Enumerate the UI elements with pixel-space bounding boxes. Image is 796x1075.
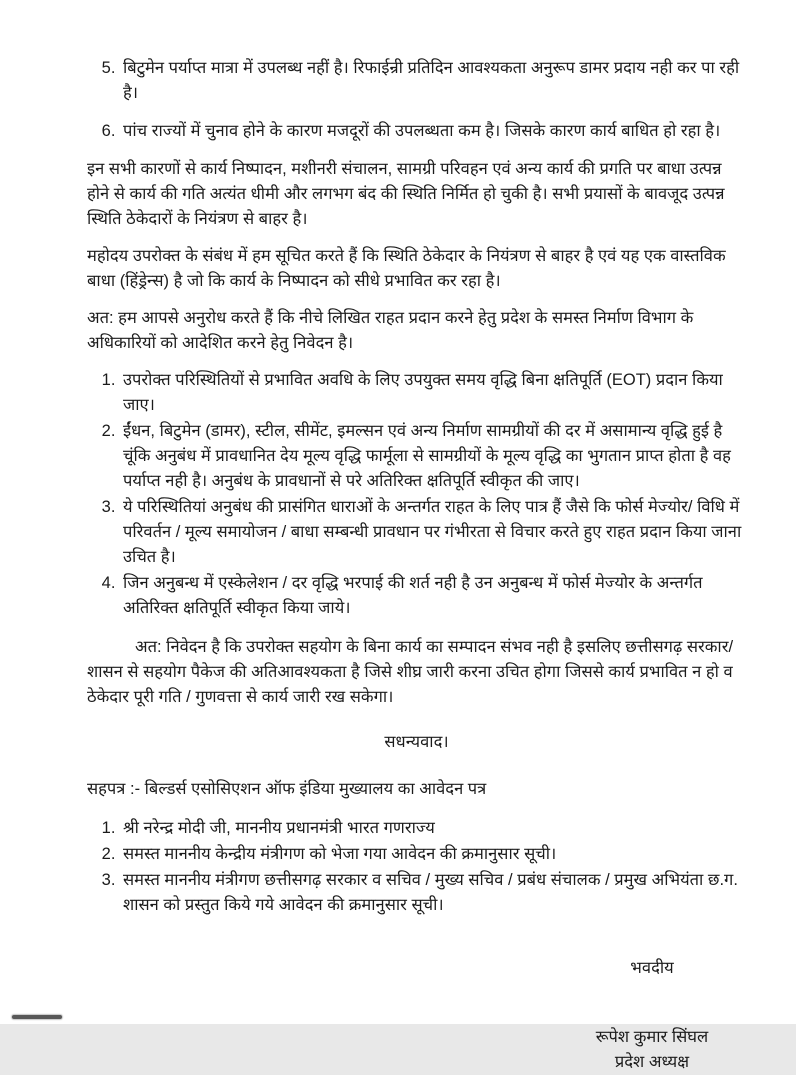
- list-item: 6. पांच राज्यों में चुनाव होने के कारण मजदूरों की उपलब्धता कम है। जिसके कारण कार्य बाधित हो रहा है।: [120, 119, 746, 144]
- list-item: 3. ये परिस्थितियां अनुबंध की प्रासंगित धाराओं के अन्तर्गत राहत के लिए पात्र हैं जैसे कि फोर्स मेज्योर/ विधि में परिवर्तन / मूल्य समायोजन / बाधा सम्बन्धी प्रावधान पर गंभीरता से विचार करते हुए राहत प्रदान किया जाना उचित है।: [120, 495, 746, 570]
- list-item: 4. जिन अनुबन्ध में एस्केलेशन / दर वृद्धि भरपाई की शर्त नही है उन अनुबन्ध में फोर्स मेज्योर के अन्तर्गत अतिरिक्त क्षतिपूर्ति स्वीकृत किया जाये।: [120, 571, 746, 621]
- paragraph-final-request: अत: निवेदन है कि उपरोक्त सहयोग के बिना कार्य का सम्पादन संभव नही है इसलिए छत्तीसगढ़ सरकार/ शासन से सहयोग पैकेज की अतिआवश्यकता है जिसे शीघ्र जारी करना उचित होगा जिससे कार्य प्रभावित न हो व ठेकेदार पूरी गति / गुणवत्ता से कार्य जारी रख सकेगा।: [87, 638, 734, 706]
- signature-block: [517, 956, 787, 1075]
- signature-title: प्रदेश अध्यक्ष: [614, 1053, 690, 1071]
- list-item: 2. समस्त माननीय केन्द्रीय मंत्रीगण को भेजा गया आवेदन की क्रमानुसार सूची।: [120, 842, 746, 867]
- list-item: 5. बिटुमेन पर्याप्त मात्रा में उपलब्ध नहीं है। रिफाईन्री प्रतिदिन आवश्यकता अनुरूप डामर प्रदाय नही कर पा रही है।: [120, 56, 746, 106]
- list-item: 1. श्री नरेन्द्र मोदी जी, माननीय प्रधानमंत्री भारत गणराज्य: [120, 816, 746, 841]
- enclosure-heading: सहपत्र :- बिल्डर्स एसोसिएशन ऑफ इंडिया मुख्यालय का आवेदन पत्र: [87, 780, 487, 798]
- problem-list-continued: [87, 56, 746, 144]
- list-item: 2. ईंधन, बिटुमेन (डामर), स्टील, सीमेंट, इमल्सन एवं अन्य निर्माण सामग्रीयों की दर में असामान्य वृद्धि हुई है चूंकि अनुबंध में प्रावधानित देय मूल्य वृद्धि फार्मूला से सामग्रीयों के मूल्य वृद्धि का भुगतान प्राप्त होता है वह पर्याप्त नही है। अनुबंध के प्रावधानों से परे अतिरिक्त क्षतिपूर्ति स्वीकृत की जाए।: [120, 419, 746, 494]
- paragraph-request: अत: हम आपसे अनुरोध करते हैं कि नीचे लिखित राहत प्रदान करने हेतु प्रदेश के समस्त निर्माण विभाग के अधिकारियों को आदेशित करने हेतु निवेदन है।: [87, 309, 694, 352]
- paragraph-mahoday: महोदय उपरोक्त के संबंध में हम सूचित करते हैं कि स्थिति ठेकेदार के नियंत्रण से बाहर है एवं यह एक वास्तविक बाधा (हिंड्रेन्स) है जो कि कार्य के निष्पादन को सीधे प्रभावित कर रहा है।: [87, 247, 726, 290]
- signature-name: रूपेश कुमार सिंघल: [595, 1028, 709, 1046]
- list-item: 3. समस्त माननीय मंत्रीगण छत्तीसगढ़ सरकार व सचिव / मुख्य सचिव / प्रबंध संचालक / प्रमुख अभियंता छ.ग. शासन को प्रस्तुत किये गये आवेदन की क्रमानुसार सूची।: [120, 868, 746, 918]
- relief-list: [87, 368, 746, 621]
- paragraph-causes: इन सभी कारणों से कार्य निष्पादन, मशीनरी संचालन, सामग्री परिवहन एवं अन्य कार्य की प्रगति पर बाधा उत्पन्न होने से कार्य की गति अत्यंत धीमी और लगभग बंद की स्थिति निर्मित हो चुकी है। सभी प्रयासों के बावजूद उत्पन्न स्थिति ठेकेदारों के नियंत्रण से बाहर है।: [87, 160, 725, 228]
- list-item: 1. उपरोक्त परिस्थितियों से प्रभावित अवधि के लिए उपयुक्त समय वृद्धि बिना क्षतिपूर्ति (EOT) प्रदान किया जाए।: [120, 368, 746, 418]
- thanks-text: सधन्यवाद।: [384, 733, 449, 751]
- enclosure-list: [87, 816, 746, 918]
- signature-salutation: भवदीय: [630, 959, 674, 977]
- scan-corner-artifact: [12, 1015, 62, 1019]
